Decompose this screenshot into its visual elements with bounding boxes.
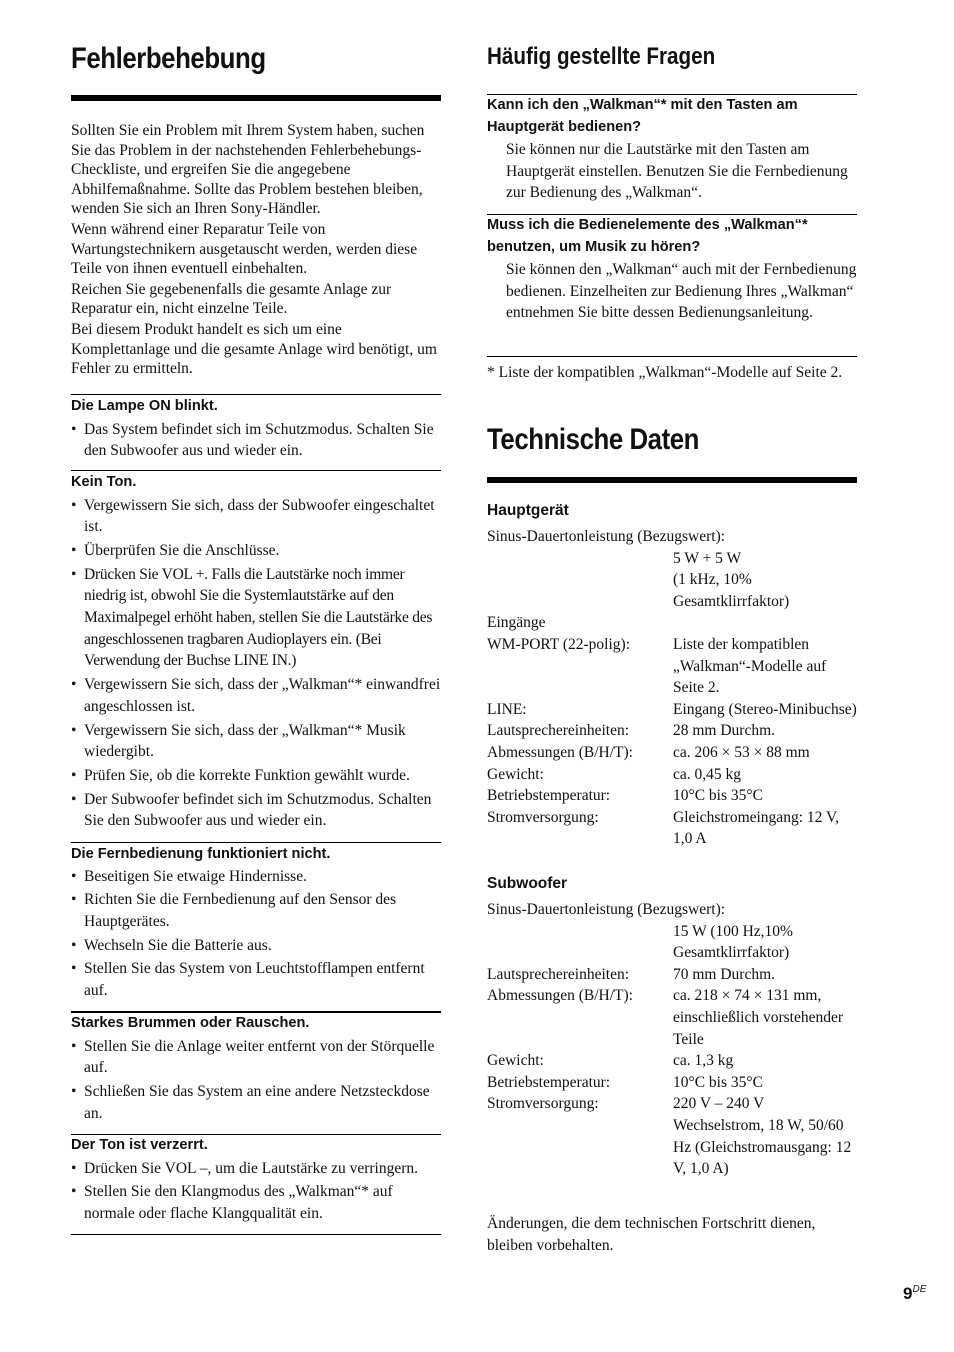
spec-label: Stromversorgung:	[487, 1095, 599, 1113]
list-item: • Prüfen Sie, ob die korrekte Funktion gewählt wurde.	[71, 765, 441, 787]
section-rule	[71, 394, 441, 395]
spec-label: Lautsprechereinheiten:	[487, 722, 630, 740]
faq-question: Kann ich den „Walkman“* mit den Tasten am Hauptgerät bedienen?	[487, 97, 798, 135]
intro-paragraph: Bei diesem Produkt handelt es sich um eine Komplettanlage und die gesamte Anlage wird benötigt, um Fehler zu ermitteln.	[71, 320, 437, 378]
spec-label: Gewicht:	[487, 1052, 544, 1070]
spec-label: Betriebstemperatur:	[487, 1073, 611, 1091]
spec-label	[487, 569, 673, 612]
spec-row	[487, 921, 857, 964]
spec-value: 5 W + 5 W	[673, 549, 742, 567]
section-rule	[71, 1234, 441, 1235]
spec-value	[673, 612, 857, 634]
faq-item	[487, 95, 857, 204]
troubleshoot-section-lamp	[71, 396, 441, 462]
section-heading: Die Lampe ON blinkt.	[71, 398, 218, 414]
faq-answer: Sie können nur die Lautstärke mit den Tasten am Hauptgerät einstellen. Benutzen Sie die Fernbedienung zur Bedienung des „Walkman“.	[506, 141, 848, 202]
spec-row	[487, 699, 857, 721]
intro-paragraph: Reichen Sie gegebenenfalls die gesamte Anlage zur Reparatur ein, nicht einzelne Teile.	[71, 280, 392, 318]
spec-label: WM-PORT (22-polig):	[487, 635, 631, 653]
spec-row	[487, 526, 857, 548]
page-number-value: 9	[903, 1284, 913, 1303]
spec-label: Stromversorgung:	[487, 808, 599, 826]
section-rule	[71, 842, 441, 843]
section-heading: Starkes Brummen oder Rauschen.	[71, 1015, 310, 1031]
spec-value: 15 W (100 Hz,10% Gesamtklirrfaktor)	[673, 922, 793, 962]
section-rule	[71, 470, 441, 471]
spec-value: ca. 206 × 53 × 88 mm	[673, 743, 810, 761]
spec-title-rule	[487, 477, 857, 483]
spec-value: Gleichstromeingang: 12 V, 1,0 A	[673, 808, 840, 848]
list-item: • Beseitigen Sie etwaige Hindernisse.	[71, 866, 441, 888]
spec-value: 220 V – 240 V Wechselstrom, 18 W, 50/60 Hz (Gleichstromausgang: 12 V, 1,0 A)	[673, 1095, 852, 1178]
spec-value: Liste der kompatiblen „Walkman“-Modelle auf Seite 2.	[673, 635, 827, 697]
spec-label: Sinus-Dauertonleistung (Bezugswert):	[487, 901, 726, 918]
faq-rule	[487, 356, 857, 357]
main-unit-spec-table	[487, 526, 857, 850]
spec-label: Gewicht:	[487, 765, 544, 783]
spec-value: ca. 1,3 kg	[673, 1052, 734, 1070]
list-item: • Vergewissern Sie sich, dass der „Walkman“* Musik wiedergibt.	[71, 720, 441, 763]
spec-label	[487, 548, 673, 570]
spec-label: Sinus-Dauertonleistung (Bezugswert):	[487, 528, 726, 545]
intro-paragraph: Sollten Sie ein Problem mit Ihrem System haben, suchen Sie das Problem in der nachstehenden Fehlerbehebungs-Checkliste, und ergreifen Sie die angegebene Abhilfemaßnahme. Sollte das Problem bestehen bleiben, wenden Sie sich an Ihren Sony-Händler.	[71, 122, 425, 218]
list-item: • Der Subwoofer befindet sich im Schutzmodus. Schalten Sie den Subwoofer aus und wieder ein.	[71, 789, 441, 832]
main-unit-heading: Hauptgerät	[487, 502, 569, 519]
spec-row	[487, 634, 857, 699]
list-item: • Vergewissern Sie sich, dass der Subwoofer eingeschaltet ist.	[71, 495, 441, 538]
spec-row	[487, 807, 857, 850]
spec-row	[487, 899, 857, 921]
spec-label	[487, 921, 673, 964]
section-heading: Kein Ton.	[71, 474, 137, 490]
spec-label: LINE:	[487, 700, 527, 718]
faq-title: Häufig gestellte Fragen	[487, 43, 716, 70]
subwoofer-heading: Subwoofer	[487, 875, 568, 892]
spec-title: Technische Daten	[487, 423, 700, 456]
bullet-list	[71, 419, 441, 462]
spec-row	[487, 764, 857, 786]
faq-item	[487, 215, 857, 324]
spec-value: 10°C bis 35°C	[673, 787, 763, 805]
list-item: • Richten Sie die Fernbedienung auf den Sensor des Hauptgerätes.	[71, 889, 441, 932]
spec-row	[487, 742, 857, 764]
list-item: • Stellen Sie das System von Leuchtstofflampen entfernt auf.	[71, 958, 441, 1001]
faq-question: Muss ich die Bedienelemente des „Walkman“* benutzen, um Musik zu hören?	[487, 217, 808, 255]
spec-value: 28 mm Durchm.	[673, 722, 776, 740]
spec-value: (1 kHz, 10% Gesamtklirrfaktor)	[673, 571, 790, 610]
bullet-list	[71, 1036, 441, 1125]
spec-row	[487, 569, 857, 612]
troubleshoot-section-distorted	[71, 1135, 443, 1225]
list-item: • Vergewissern Sie sich, dass der „Walkman“* einwandfrei angeschlossen ist.	[71, 674, 441, 717]
intro-paragraph: Wenn während einer Reparatur Teile von Wartungstechnikern ausgetauscht werden, werden diese Teile von ihnen eventuell einbehalten.	[71, 220, 418, 278]
closing-note: Änderungen, die dem technischen Fortschritt dienen, bleiben vorbehalten.	[487, 1215, 816, 1254]
subwoofer-spec-table	[487, 899, 857, 1180]
spec-label: Abmessungen (B/H/T):	[487, 743, 633, 761]
faq-answer: Sie können den „Walkman“ auch mit der Fernbedienung bedienen. Einzelheiten zur Bedienung Ihres „Walkman“ entnehmen Sie bitte dessen Bedienungsanleitung.	[506, 261, 857, 322]
list-item: • Drücken Sie VOL +. Falls die Lautstärke noch immer niedrig ist, obwohl Sie die Systemlautstärke auf den Maximalpegel erhöht haben, stellen Sie die Lautstärke des angeschlossenen tragbaren Audioplayers ein. (Bei Verwendung der Buchse LINE IN.)	[71, 564, 441, 673]
page-number-suffix: DE	[912, 1284, 927, 1295]
list-item: • Stellen Sie die Anlage weiter entfernt von der Störquelle auf.	[71, 1036, 441, 1079]
page-title: Fehlerbehebung	[71, 42, 266, 75]
spec-value: 10°C bis 35°C	[673, 1073, 763, 1091]
list-item: • Überprüfen Sie die Anschlüsse.	[71, 540, 441, 562]
section-heading: Der Ton ist verzerrt.	[71, 1137, 208, 1153]
spec-row	[487, 985, 857, 1050]
spec-label: Lautsprechereinheiten:	[487, 965, 630, 983]
troubleshoot-section-hum	[71, 1013, 441, 1124]
intro-text	[71, 121, 443, 379]
list-item: • Stellen Sie den Klangmodus des „Walkman“* auf normale oder flache Klangqualität ein.	[71, 1181, 443, 1224]
spec-row	[487, 1093, 857, 1179]
list-item: • Wechseln Sie die Batterie aus.	[71, 935, 441, 957]
bullet-list	[71, 866, 441, 1002]
spec-value: Eingang (Stereo-Minibuchse)	[673, 700, 857, 718]
spec-value: ca. 0,45 kg	[673, 765, 742, 783]
bullet-list	[71, 1158, 443, 1225]
troubleshoot-section-no-sound	[71, 472, 441, 832]
spec-row	[487, 785, 857, 807]
spec-row	[487, 612, 857, 634]
page-number	[903, 1284, 926, 1304]
footnote: * Liste der kompatiblen „Walkman“-Modelle auf Seite 2.	[487, 364, 843, 381]
spec-row	[487, 1072, 857, 1094]
section-heading: Die Fernbedienung funktioniert nicht.	[71, 846, 331, 862]
list-item: • Schließen Sie das System an eine andere Netzsteckdose an.	[71, 1081, 441, 1124]
spec-row	[487, 548, 857, 570]
spec-row	[487, 964, 857, 986]
spec-label: Eingänge	[487, 614, 546, 632]
list-item: • Das System befindet sich im Schutzmodus. Schalten Sie den Subwoofer aus und wieder ein.	[71, 419, 441, 462]
bullet-list	[71, 495, 441, 833]
list-item: • Drücken Sie VOL –, um die Lautstärke zu verringern.	[71, 1158, 443, 1180]
spec-value: 70 mm Durchm.	[673, 965, 776, 983]
spec-row	[487, 720, 857, 742]
spec-value: ca. 218 × 74 × 131 mm, einschließlich vorstehender Teile	[673, 987, 844, 1048]
spec-label: Betriebstemperatur:	[487, 787, 611, 805]
spec-label: Abmessungen (B/H/T):	[487, 987, 633, 1005]
troubleshoot-section-remote	[71, 844, 441, 1002]
title-rule	[71, 95, 441, 101]
spec-row	[487, 1050, 857, 1072]
